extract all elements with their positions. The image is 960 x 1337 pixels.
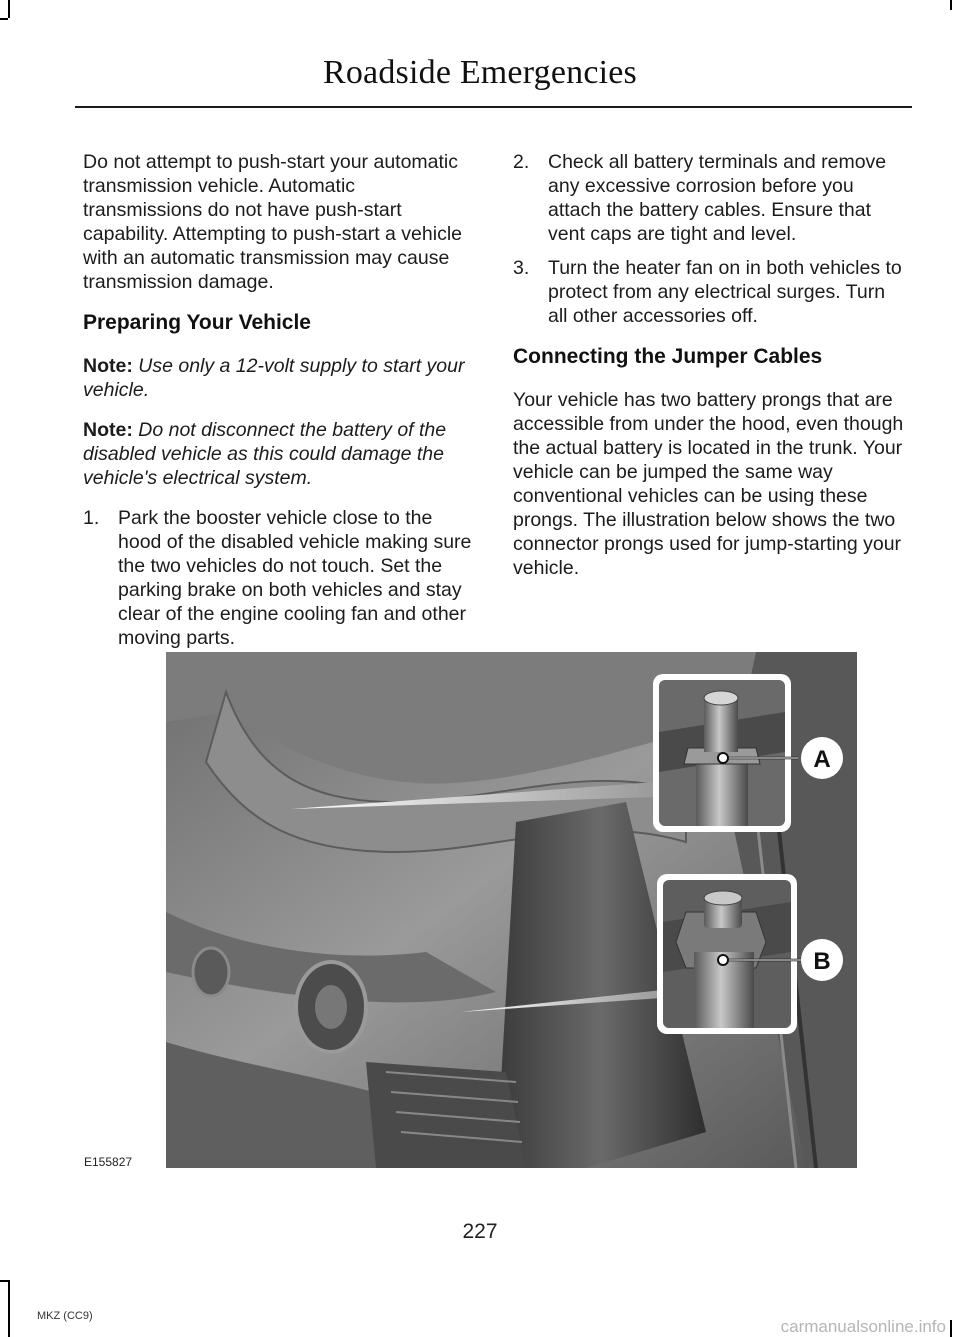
note-text: Do not disconnect the battery of the disabled vehicle as this could damage the vehicle's electrical system. [83,419,447,489]
list-item [513,150,908,246]
note-label: Note: [83,355,133,377]
crop-mark [950,1320,952,1337]
callout-b-label: B [813,948,831,975]
section-heading-connecting: Connecting the Jumper Cables [513,345,823,368]
left-column [83,150,476,666]
crop-mark [8,1280,10,1337]
crop-mark [950,0,952,10]
intro-paragraph: Do not attempt to push-start your automatic transmission vehicle. Automatic transmissions do not have push-start capability. Attempting to push-start a vehicle with an automatic transmission may cause transmission damage. [83,151,463,293]
inset-prong-b [657,874,797,1034]
note [83,418,476,490]
section-heading-preparing: Preparing Your Vehicle [83,311,311,334]
step-number: 1. [83,507,100,529]
steps-list [83,506,476,650]
engine-bay-illustration [166,652,857,1168]
page-number: 227 [462,1220,498,1243]
right-column [513,150,908,596]
list-item [513,256,908,328]
body-paragraph: Your vehicle has two battery prongs that are accessible from under the hood, even though the actual battery is located in the trunk. Your vehicle can be jumped the same way conventional vehicles can be using these prongs. The illustration below shows the two connector prongs used for jump-starting your vehicle. [513,389,904,579]
crop-mark [0,18,8,20]
list-item [83,506,476,650]
crop-mark [0,1280,8,1282]
header-divider [75,106,912,108]
note [83,354,476,402]
note-text: Use only a 12-volt supply to start your vehicle. [83,355,465,401]
step-number: 2. [513,151,530,173]
step-text: Check all battery terminals and remove any excessive corrosion before you attach the battery cables. Ensure that vent caps are tight and level. [548,151,887,245]
crop-mark [8,0,10,18]
step-number: 3. [513,257,530,279]
callout-a-label: A [813,746,831,773]
figure-id: E155827 [84,1155,133,1169]
model-code: MKZ (CC9) [37,1310,93,1322]
watermark: carmanualsonline.info [780,1317,946,1336]
step-text: Turn the heater fan on in both vehicles to protect from any electrical surges. Turn all other accessories off. [548,257,902,327]
steps-list [513,150,908,328]
page-title: Roadside Emergencies [322,54,637,91]
step-text: Park the booster vehicle close to the hood of the disabled vehicle making sure the two vehicles do not touch. Set the parking brake on both vehicles and stay clear of the engine cooling fan and other moving parts. [118,507,472,649]
note-label: Note: [83,419,133,441]
